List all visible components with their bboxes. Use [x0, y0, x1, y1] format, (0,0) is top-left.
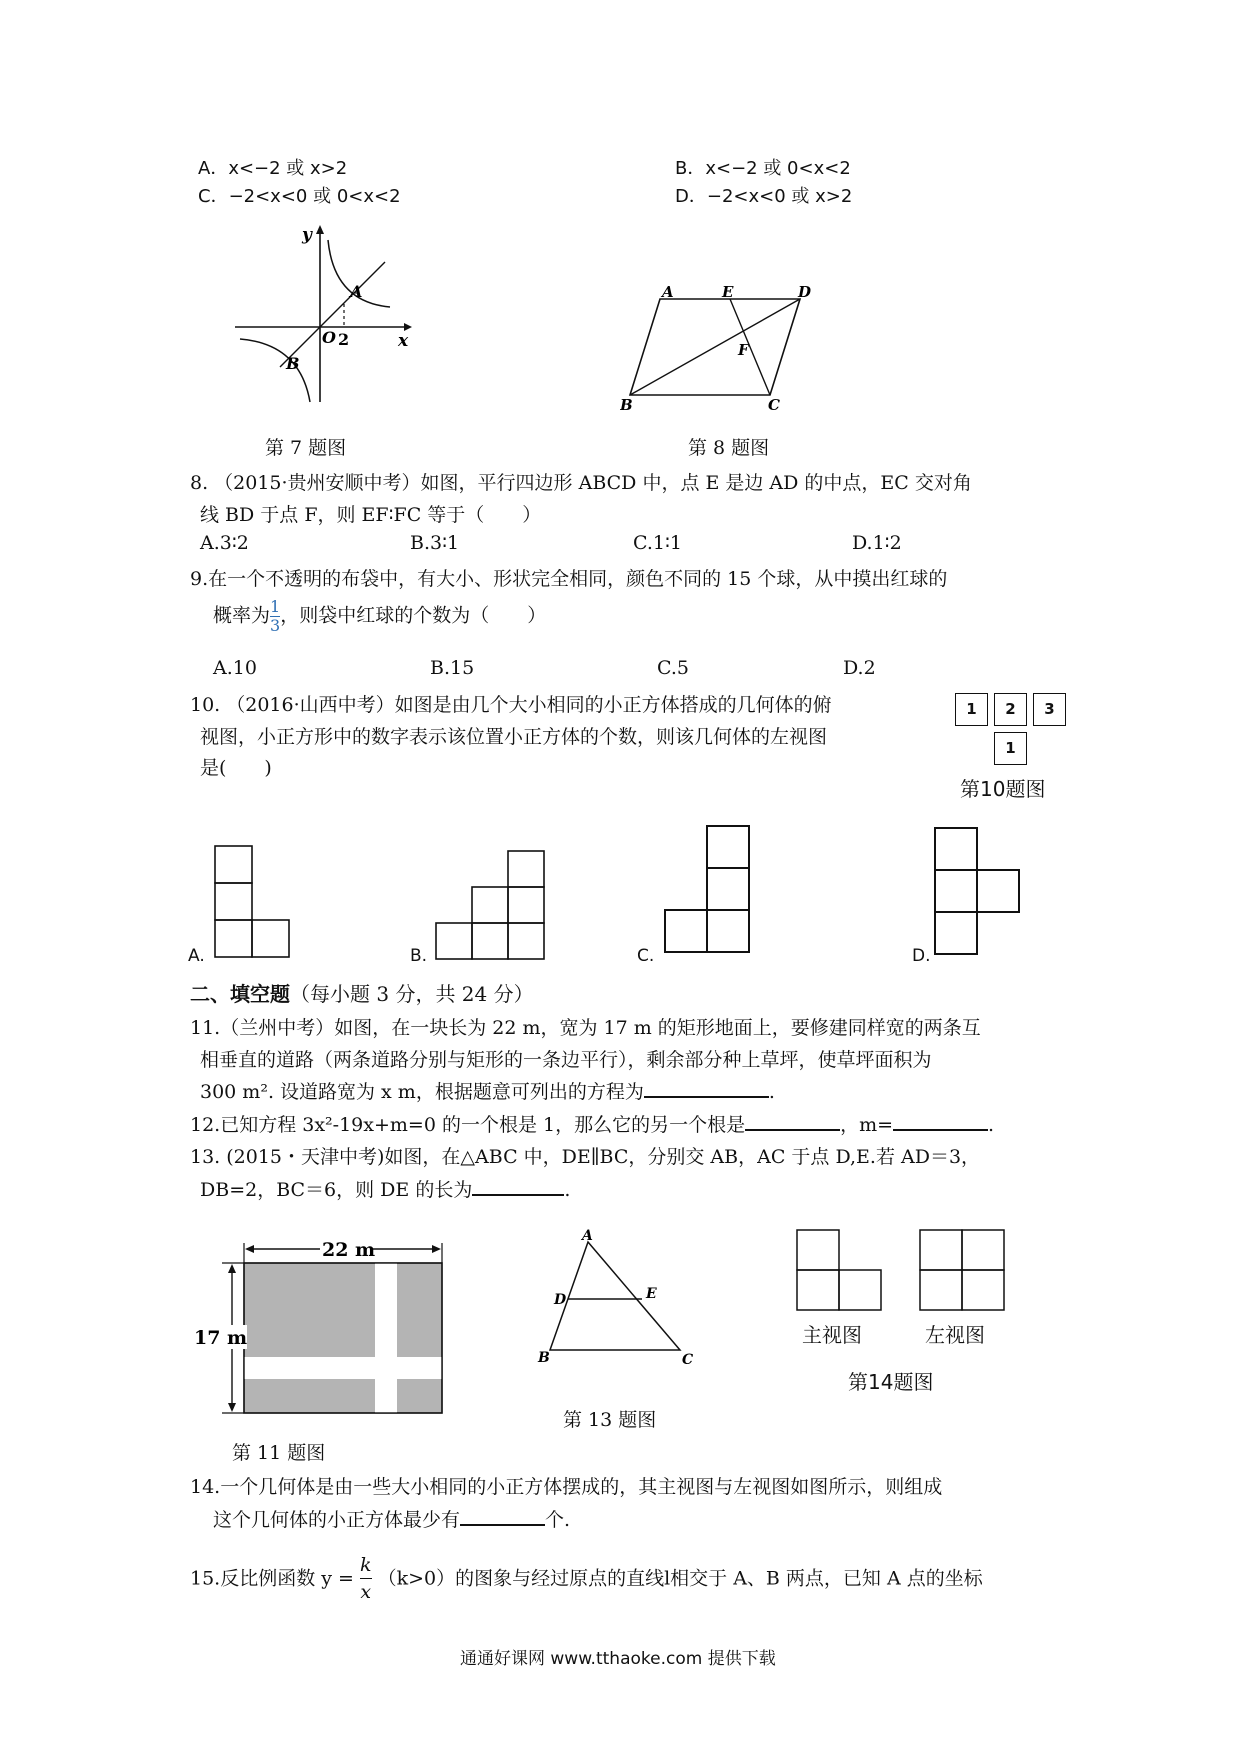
q13-point-c-label: C	[682, 1352, 694, 1368]
q9-frac-num: 1	[270, 597, 281, 616]
q7-point-b-label: B	[286, 354, 300, 373]
q8-option-d: D.1∶2	[852, 532, 902, 554]
q15-fraction	[360, 1552, 372, 1605]
q9-probability-fraction	[270, 598, 280, 635]
q10-option-b-figure	[430, 845, 550, 965]
q8-point-d-label: D	[798, 285, 812, 301]
q11-line-1: 11.（兰州中考）如图，在一块长为 22 m，宽为 17 m 的矩形地面上，要修建同样宽的两条互	[190, 1017, 981, 1039]
q9-option-a: A.10	[213, 657, 257, 679]
q8-figure-caption: 第 8 题图	[688, 437, 770, 459]
q7-y-label: y	[302, 225, 312, 245]
q13-line-1: 13. (2015・天津中考)如图，在△ABC 中，DE∥BC，分别交 AB，AC 于点 D,E.若 AD＝3，	[190, 1146, 981, 1168]
q9-line-1: 9.在一个不透明的布袋中，有大小、形状完全相同，颜色不同的 15 个球，从中摸出红球的	[190, 568, 948, 590]
q7-two-label: 2	[338, 330, 350, 349]
page-footer: 通通好课网 www.tthaoke.com 提供下载	[460, 1649, 776, 1669]
q15-line	[190, 1552, 983, 1605]
q12-pre: 12.已知方程 3x²-19x+m=0 的一个根是 1，那么它的另一个根是	[190, 1114, 746, 1136]
q14-line-1: 14.一个几何体是由一些大小相同的小正方体摆成的，其主视图与左视图如图所示，则组成	[190, 1476, 943, 1498]
q10-option-b: B.	[410, 946, 428, 966]
q8-point-b-label: B	[620, 396, 633, 414]
q11-length-label: 22 m	[322, 1239, 376, 1261]
q14-left-view-label: 左视图	[925, 1323, 985, 1347]
section-2-title: 二、填空题	[190, 982, 290, 1006]
q7-hyperbola-figure	[230, 222, 420, 407]
q10-figure-caption: 第10题图	[960, 777, 1046, 801]
q10-grid-cell: 3	[1033, 693, 1066, 726]
q9-line-2-post: ，则袋中红球的个数为（ ）	[280, 604, 547, 627]
q13-line-2	[200, 1175, 570, 1202]
q11-field-figure	[192, 1225, 457, 1415]
section-2-heading	[190, 978, 534, 1007]
q12-root-blank[interactable]	[745, 1111, 840, 1131]
q8-option-c: C.1∶1	[633, 532, 683, 554]
q10-option-a: A.	[188, 946, 205, 966]
q10-line-1: 10. （2016·山西中考）如图是由几个大小相同的小正方体搭成的几何体的俯	[190, 694, 832, 716]
q13-triangle-figure	[530, 1228, 710, 1373]
q10-line-3: 是( )	[200, 757, 272, 779]
q11-line-3-post: .	[768, 1081, 775, 1103]
q10-option-c: C.	[637, 946, 655, 966]
q9-frac-den: 3	[270, 616, 281, 635]
q11-line-3-pre: 300 m². 设道路宽为 x m，根据题意可列出的方程为	[200, 1081, 644, 1103]
q13-point-e-label: E	[646, 1286, 657, 1302]
q7-option-a: A．x<−2 或 x>2	[198, 158, 348, 179]
q13-point-b-label: B	[538, 1350, 550, 1366]
q12-mid: ，m=	[840, 1114, 894, 1136]
section-2-note: （每小题 3 分，共 24 分）	[290, 982, 534, 1006]
q7-option-c: C．−2<x<0 或 0<x<2	[198, 186, 401, 207]
q14-line-2	[213, 1505, 570, 1532]
q12-post: .	[988, 1114, 995, 1136]
q15-frac-den: x	[360, 1578, 372, 1605]
q8-line-1: 8. （2015·贵州安顺中考）如图，平行四边形 ABCD 中，点 E 是边 AD 的中点，EC 交对角	[190, 472, 972, 494]
q11-line-3	[200, 1077, 775, 1104]
q7-point-a-label: A	[350, 282, 363, 301]
q11-figure-caption: 第 11 题图	[232, 1442, 326, 1464]
q10-grid-cell: 1	[955, 693, 988, 726]
q7-origin-label: O	[322, 328, 336, 347]
q14-front-view-figure	[795, 1228, 885, 1313]
q10-option-a-figure	[210, 840, 295, 965]
q13-point-a-label: A	[582, 1228, 593, 1244]
q14-figure-caption: 第14题图	[848, 1370, 934, 1394]
q15-pre: 15.反比例函数 y =	[190, 1567, 354, 1590]
q13-line-2-pre: DB=2，BC＝6，则 DE 的长为	[200, 1179, 473, 1201]
q8-parallelogram-figure	[620, 285, 820, 415]
q11-width-label: 17 m	[194, 1327, 248, 1349]
q9-option-d: D.2	[843, 657, 876, 679]
q9-line-2-pre: 概率为	[213, 604, 271, 627]
q8-line-2: 线 BD 于点 F，则 EF∶FC 等于（ ）	[200, 504, 542, 526]
q7-option-d: D．−2<x<0 或 x>2	[675, 186, 853, 207]
q10-line-2: 视图，小正方形中的数字表示该位置小正方体的个数，则该几何体的左视图	[200, 726, 828, 748]
q9-option-b: B.15	[430, 657, 475, 679]
q9-line-2	[213, 598, 546, 635]
q13-line-2-post: .	[564, 1179, 571, 1201]
q11-answer-blank[interactable]	[644, 1078, 769, 1098]
q10-option-d-figure	[930, 822, 1030, 972]
q9-option-c: C.5	[657, 657, 689, 679]
q13-point-d-label: D	[554, 1292, 567, 1308]
q8-option-b: B.3∶1	[410, 532, 460, 554]
q7-option-b: B．x<−2 或 0<x<2	[675, 158, 851, 179]
q8-point-f-label: F	[738, 341, 749, 359]
q15-frac-num: k	[360, 1554, 372, 1576]
q13-answer-blank[interactable]	[472, 1176, 564, 1196]
q11-line-2: 相垂直的道路（两条道路分别与矩形的一条边平行），剩余部分种上草坪，使草坪面积为	[200, 1049, 932, 1071]
q10-grid-cell: 1	[994, 732, 1027, 765]
q14-line-2-pre: 这个几何体的小正方体最少有	[213, 1509, 461, 1531]
q14-answer-blank[interactable]	[460, 1506, 545, 1526]
q8-point-a-label: A	[662, 285, 674, 301]
q8-point-e-label: E	[722, 285, 734, 301]
q10-grid-cell: 2	[994, 693, 1027, 726]
q13-figure-caption: 第 13 题图	[563, 1409, 657, 1431]
q10-option-c-figure	[662, 820, 762, 970]
q14-line-2-post: 个.	[545, 1509, 571, 1531]
q15-post: （k>0）的图象与经过原点的直线l相交于 A、B 两点，已知 A 点的坐标	[377, 1567, 983, 1590]
q8-point-c-label: C	[768, 396, 780, 414]
q10-option-d: D.	[912, 946, 931, 966]
q8-option-a: A.3∶2	[200, 532, 249, 554]
q12-m-blank[interactable]	[893, 1111, 988, 1131]
q12-line	[190, 1110, 994, 1137]
q14-front-view-label: 主视图	[802, 1323, 862, 1347]
q7-x-label: x	[398, 331, 409, 351]
q14-left-view-figure	[918, 1228, 1008, 1313]
q7-figure-caption: 第 7 题图	[265, 437, 347, 459]
